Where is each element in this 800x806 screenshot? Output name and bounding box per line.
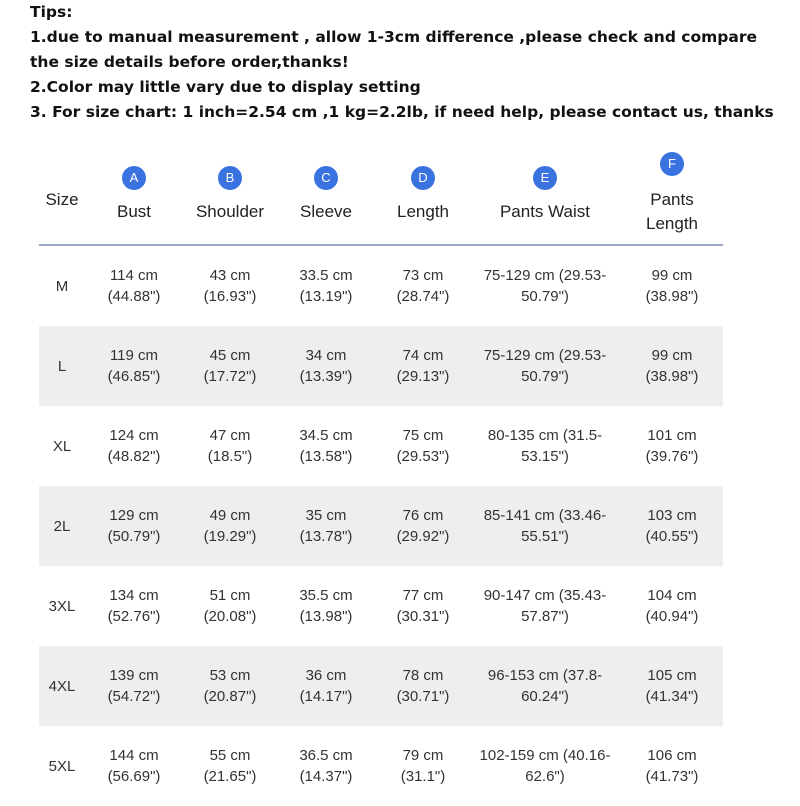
metric-value: 74 cm	[402, 347, 444, 364]
imperial-value: (44.88")	[107, 288, 161, 305]
imperial-value: (29.13")	[396, 368, 450, 385]
metric-value: 77 cm	[402, 587, 444, 604]
measurement-cell	[84, 566, 184, 646]
imperial-value: 50.79")	[521, 368, 569, 385]
measurement-cell	[170, 406, 290, 486]
imperial-value: (13.98")	[299, 608, 353, 625]
metric-value: 119 cm	[109, 347, 159, 364]
measurement-cell	[170, 486, 290, 566]
column-label: Bust	[116, 202, 152, 221]
metric-value: 76 cm	[402, 507, 444, 524]
measurement-cell	[170, 326, 290, 406]
column-label: Length	[397, 202, 449, 221]
size-column-header	[39, 148, 85, 244]
imperial-value: (31.1")	[400, 768, 446, 785]
metric-value: 104 cm	[647, 587, 697, 604]
measurement-cell	[84, 726, 184, 806]
imperial-value: (48.82")	[107, 448, 161, 465]
column-label: Pants Length	[646, 190, 698, 233]
table-row	[39, 646, 723, 726]
metric-value: 45 cm	[209, 347, 251, 364]
measurement-cell	[617, 486, 727, 566]
imperial-value: (40.94")	[645, 608, 699, 625]
imperial-value: (13.78")	[299, 528, 353, 545]
metric-value: 139 cm	[109, 667, 159, 684]
imperial-value: (38.98")	[645, 368, 699, 385]
measurement-cell	[84, 406, 184, 486]
imperial-value: (41.73")	[645, 768, 699, 785]
metric-value: 79 cm	[402, 747, 444, 764]
measurement-cell	[84, 486, 184, 566]
measurement-cell	[170, 246, 290, 326]
measurement-cell	[455, 406, 635, 486]
metric-value: 55 cm	[209, 747, 251, 764]
column-header-6	[627, 148, 717, 244]
imperial-value: (14.37")	[299, 768, 353, 785]
column-header-4	[381, 148, 465, 244]
imperial-value: (50.79")	[107, 528, 161, 545]
metric-value: 73 cm	[402, 267, 444, 284]
column-label: Shoulder	[195, 202, 265, 221]
column-header-3	[284, 148, 368, 244]
measurement-cell	[84, 326, 184, 406]
measurement-cell	[274, 726, 378, 806]
table-row	[39, 246, 723, 326]
imperial-value: 53.15")	[521, 448, 569, 465]
size-cell: M	[55, 277, 69, 295]
table-row	[39, 406, 723, 486]
measurement-cell	[455, 646, 635, 726]
measurement-cell	[455, 726, 635, 806]
size-chart-table	[39, 148, 723, 806]
table-row	[39, 326, 723, 406]
measurement-cell	[84, 246, 184, 326]
column-badge-icon: B	[218, 166, 242, 190]
metric-value: 144 cm	[109, 747, 159, 764]
measurement-cell	[84, 646, 184, 726]
metric-value: 134 cm	[109, 587, 159, 604]
metric-value: 114 cm	[109, 267, 159, 284]
imperial-value: (21.65")	[203, 768, 257, 785]
measurement-cell	[274, 566, 378, 646]
column-badge-icon: A	[122, 166, 146, 190]
metric-value: 78 cm	[402, 667, 444, 684]
metric-value: 33.5 cm	[299, 267, 353, 284]
metric-value: 34.5 cm	[299, 427, 353, 444]
measurement-cell	[274, 646, 378, 726]
measurement-cell	[617, 726, 727, 806]
table-row	[39, 726, 723, 806]
metric-value: 53 cm	[209, 667, 251, 684]
imperial-value: (29.53")	[396, 448, 450, 465]
metric-value: 124 cm	[109, 427, 159, 444]
imperial-value: (38.98")	[645, 288, 699, 305]
metric-value: 80-135 cm (31.5-	[487, 427, 603, 444]
metric-value: 106 cm	[647, 747, 697, 764]
metric-value: 105 cm	[647, 667, 697, 684]
metric-value: 101 cm	[647, 427, 697, 444]
measurement-cell	[617, 646, 727, 726]
table-row	[39, 566, 723, 646]
metric-value: 102-159 cm (40.16-	[479, 747, 611, 764]
metric-value: 75 cm	[402, 427, 444, 444]
column-header-5	[465, 148, 625, 244]
tip-line-3: 3. For size chart: 1 inch=2.54 cm ,1 kg=2.2lb, if need help, please contact us, thanks	[30, 103, 774, 121]
column-header-1	[94, 148, 174, 244]
metric-value: 96-153 cm (37.8-	[487, 667, 603, 684]
column-badge-icon: F	[660, 152, 684, 176]
column-label: Pants Waist	[499, 202, 591, 221]
tip-line-1: 1.due to manual measurement , allow 1-3cm difference ,please check and compare the size details before order,thanks!	[30, 28, 758, 71]
imperial-value: 50.79")	[521, 288, 569, 305]
size-cell: 5XL	[48, 757, 76, 775]
imperial-value: (39.76")	[645, 448, 699, 465]
metric-value: 35 cm	[305, 507, 347, 524]
column-badge-icon: D	[411, 166, 435, 190]
imperial-value: (54.72")	[107, 688, 161, 705]
measurement-cell	[617, 246, 727, 326]
imperial-value: 60.24")	[521, 688, 569, 705]
imperial-value: (29.92")	[396, 528, 450, 545]
size-cell: L	[57, 357, 67, 375]
imperial-value: 57.87")	[521, 608, 569, 625]
imperial-value: (30.71")	[396, 688, 450, 705]
metric-value: 129 cm	[109, 507, 159, 524]
metric-value: 35.5 cm	[299, 587, 353, 604]
imperial-value: (52.76")	[107, 608, 161, 625]
tips-block	[30, 0, 790, 125]
imperial-value: (41.34")	[645, 688, 699, 705]
measurement-cell	[455, 566, 635, 646]
measurement-cell	[170, 646, 290, 726]
imperial-value: (40.55")	[645, 528, 699, 545]
size-cell: XL	[52, 437, 72, 455]
table-row	[39, 486, 723, 566]
measurement-cell	[455, 486, 635, 566]
measurement-cell	[274, 326, 378, 406]
column-badge-icon: E	[533, 166, 557, 190]
metric-value: 75-129 cm (29.53-	[483, 347, 607, 364]
metric-value: 36.5 cm	[299, 747, 353, 764]
measurement-cell	[274, 406, 378, 486]
measurement-cell	[170, 566, 290, 646]
table-header	[39, 148, 723, 246]
measurement-cell	[274, 246, 378, 326]
measurement-cell	[617, 566, 727, 646]
imperial-value: (20.87")	[203, 688, 257, 705]
imperial-value: 55.51")	[521, 528, 569, 545]
imperial-value: (56.69")	[107, 768, 161, 785]
imperial-value: (28.74")	[396, 288, 450, 305]
imperial-value: (18.5")	[207, 448, 253, 465]
imperial-value: (19.29")	[203, 528, 257, 545]
metric-value: 51 cm	[209, 587, 251, 604]
imperial-value: (13.58")	[299, 448, 353, 465]
imperial-value: (46.85")	[107, 368, 161, 385]
size-cell: 3XL	[48, 597, 76, 615]
imperial-value: (13.39")	[299, 368, 353, 385]
measurement-cell	[617, 406, 727, 486]
metric-value: 43 cm	[209, 267, 251, 284]
column-label: Sleeve	[300, 202, 352, 221]
size-cell: 2L	[53, 517, 71, 535]
metric-value: 90-147 cm (35.43-	[483, 587, 607, 604]
column-badge-icon: C	[314, 166, 338, 190]
measurement-cell	[274, 486, 378, 566]
size-header-label: Size	[45, 190, 79, 209]
measurement-cell	[617, 326, 727, 406]
tip-line-2: 2.Color may little vary due to display setting	[30, 78, 421, 96]
column-header-2	[180, 148, 280, 244]
measurement-cell	[170, 726, 290, 806]
imperial-value: 62.6")	[525, 768, 565, 785]
size-cell: 4XL	[48, 677, 76, 695]
measurement-cell	[455, 326, 635, 406]
imperial-value: (17.72")	[203, 368, 257, 385]
metric-value: 36 cm	[305, 667, 347, 684]
metric-value: 47 cm	[209, 427, 251, 444]
metric-value: 85-141 cm (33.46-	[483, 507, 607, 524]
metric-value: 99 cm	[651, 347, 693, 364]
metric-value: 103 cm	[647, 507, 697, 524]
imperial-value: (20.08")	[203, 608, 257, 625]
metric-value: 99 cm	[651, 267, 693, 284]
metric-value: 34 cm	[305, 347, 347, 364]
metric-value: 49 cm	[209, 507, 251, 524]
imperial-value: (14.17")	[299, 688, 353, 705]
tips-title: Tips:	[30, 3, 73, 21]
imperial-value: (16.93")	[203, 288, 257, 305]
metric-value: 75-129 cm (29.53-	[483, 267, 607, 284]
imperial-value: (13.19")	[299, 288, 353, 305]
measurement-cell	[455, 246, 635, 326]
imperial-value: (30.31")	[396, 608, 450, 625]
table-body	[39, 246, 723, 806]
